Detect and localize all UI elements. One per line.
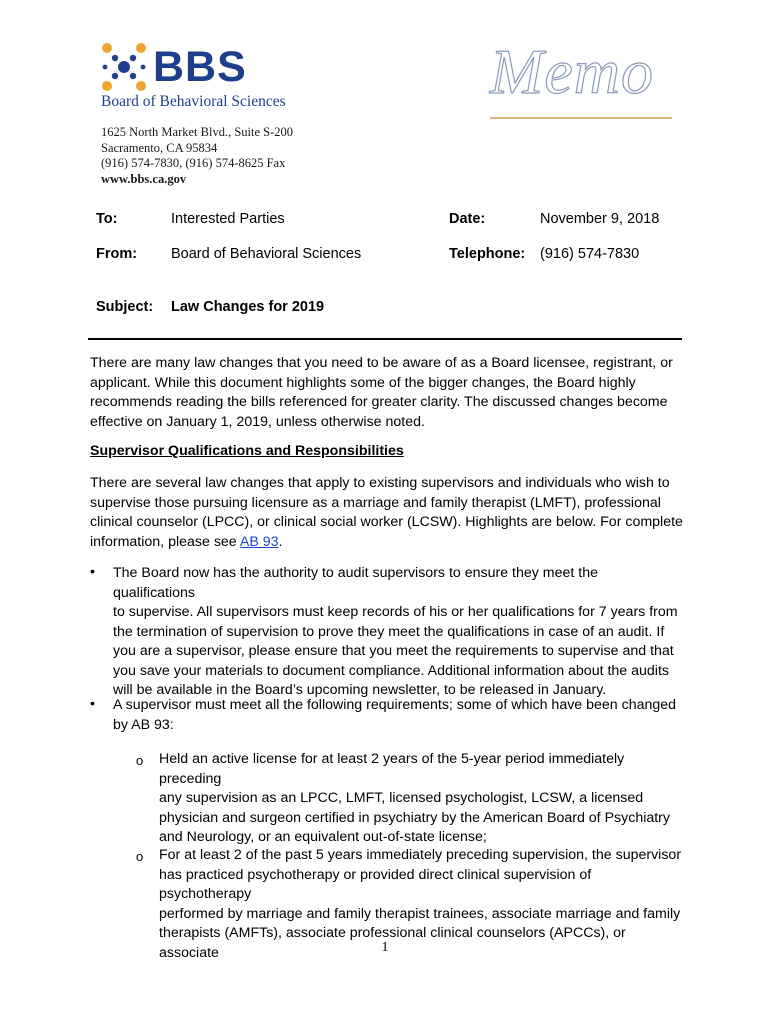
text-line: applicant. While this document highlights some of the bigger changes, the Board highly (90, 374, 636, 391)
subject-label: Subject: (96, 299, 154, 315)
bbs-logo-icon (101, 42, 161, 92)
text-line: the termination of supervision to prove they meet the qualifications in case of an audit. If (113, 623, 665, 640)
address-block (101, 125, 293, 187)
subject-value: Law Changes for 2019 (171, 299, 325, 315)
text-line: The Board now has the authority to audit supervisors to ensure they meet the qualifications (113, 565, 599, 601)
memo-title: Memo (490, 36, 654, 107)
text-line: effective on January 1, 2019, unless otherwise noted. (90, 413, 425, 430)
text-line: A supervisor must meet all the following requirements; some of which have been changed (113, 697, 677, 713)
intro-paragraph (90, 354, 690, 432)
text-line: you save your materials to document compliance. Additional information about the audits (113, 662, 669, 679)
telephone-value: (916) 574-7830 (540, 246, 640, 262)
section-paragraph (90, 474, 690, 552)
sub-bullet-marker: o (136, 849, 144, 864)
address-city: Sacramento, CA 95834 (101, 140, 218, 155)
page-number: 1 (381, 940, 389, 955)
text-line (90, 533, 690, 553)
address-phone-fax: (916) 574-7830, (916) 574-8625 Fax (101, 156, 286, 170)
text-fragment: information, please see (90, 533, 240, 550)
date-label: Date: (449, 211, 486, 227)
section-heading: Supervisor Qualifications and Responsibilities (90, 443, 404, 459)
organization-name: Board of Behavioral Sciences (101, 93, 286, 110)
header-divider (88, 338, 682, 340)
text-line: you are a supervisor, please ensure that you meet the requirements to supervise and that (113, 643, 674, 659)
text-line: by AB 93: (113, 716, 174, 733)
text-line: any supervision as an LPCC, LMFT, licensed psychologist, LCSW, a licensed (159, 790, 644, 806)
text-line: to supervise. All supervisors must keep records of his or her qualifications for 7 years from (113, 604, 678, 620)
ab93-link[interactable]: AB 93 (239, 533, 279, 550)
text-line: supervise those pursuing licensure as a marriage and family therapist (LMFT), professional (90, 494, 661, 511)
website-link[interactable]: www.bbs.ca.gov (101, 171, 187, 186)
text-line: and Neurology, or an equivalent out-of-state license; (159, 829, 487, 845)
text-line: Held an active license for at least 2 years of the 5-year period immediately preceding (159, 751, 625, 787)
to-value: Interested Parties (171, 211, 285, 227)
text-line: physician and surgeon certified in psychiatry by the American Board of Psychiatry (159, 809, 671, 826)
sub-bullet-item (159, 750, 684, 848)
text-line: will be available in the Board’s upcoming newsletter, to be released in January. (113, 682, 607, 698)
text-line: recommends reading the bills referenced for greater clarity. The discussed changes become (90, 394, 668, 410)
text-line: There are several law changes that apply to existing supervisors and individuals who wish to (90, 475, 670, 491)
to-label: To: (96, 211, 118, 227)
bullet-item (113, 564, 683, 701)
logo-wordmark: BBS (153, 43, 247, 91)
text-line: therapists (AMFTs), associate professional clinical counselors (APCCs), or associate (159, 925, 626, 961)
text-line: has practiced psychotherapy or provided direct clinical supervision of psychotherapy (159, 866, 592, 902)
telephone-label: Telephone: (449, 246, 526, 262)
gold-divider (490, 117, 672, 119)
text-line: There are many law changes that you need to be aware of as a Board licensee, registrant, or (90, 355, 673, 371)
address-street: 1625 North Market Blvd., Suite S-200 (101, 125, 294, 139)
bullet-marker: • (90, 696, 95, 712)
from-value: Board of Behavioral Sciences (171, 246, 362, 262)
date-value: November 9, 2018 (540, 211, 660, 227)
text-line: performed by marriage and family therapist trainees, associate marriage and family (159, 905, 681, 922)
bullet-item (113, 696, 683, 735)
bullet-marker: • (90, 564, 95, 580)
sub-bullet-marker: o (136, 753, 144, 768)
text-line: For at least 2 of the past 5 years immediately preceding supervision, the supervisor (159, 847, 682, 863)
text-line: clinical counselor (LPCC), or clinical social worker (LCSW). Highlights are below. For complete (90, 514, 683, 530)
text-fragment: . (278, 533, 283, 550)
from-label: From: (96, 246, 138, 262)
